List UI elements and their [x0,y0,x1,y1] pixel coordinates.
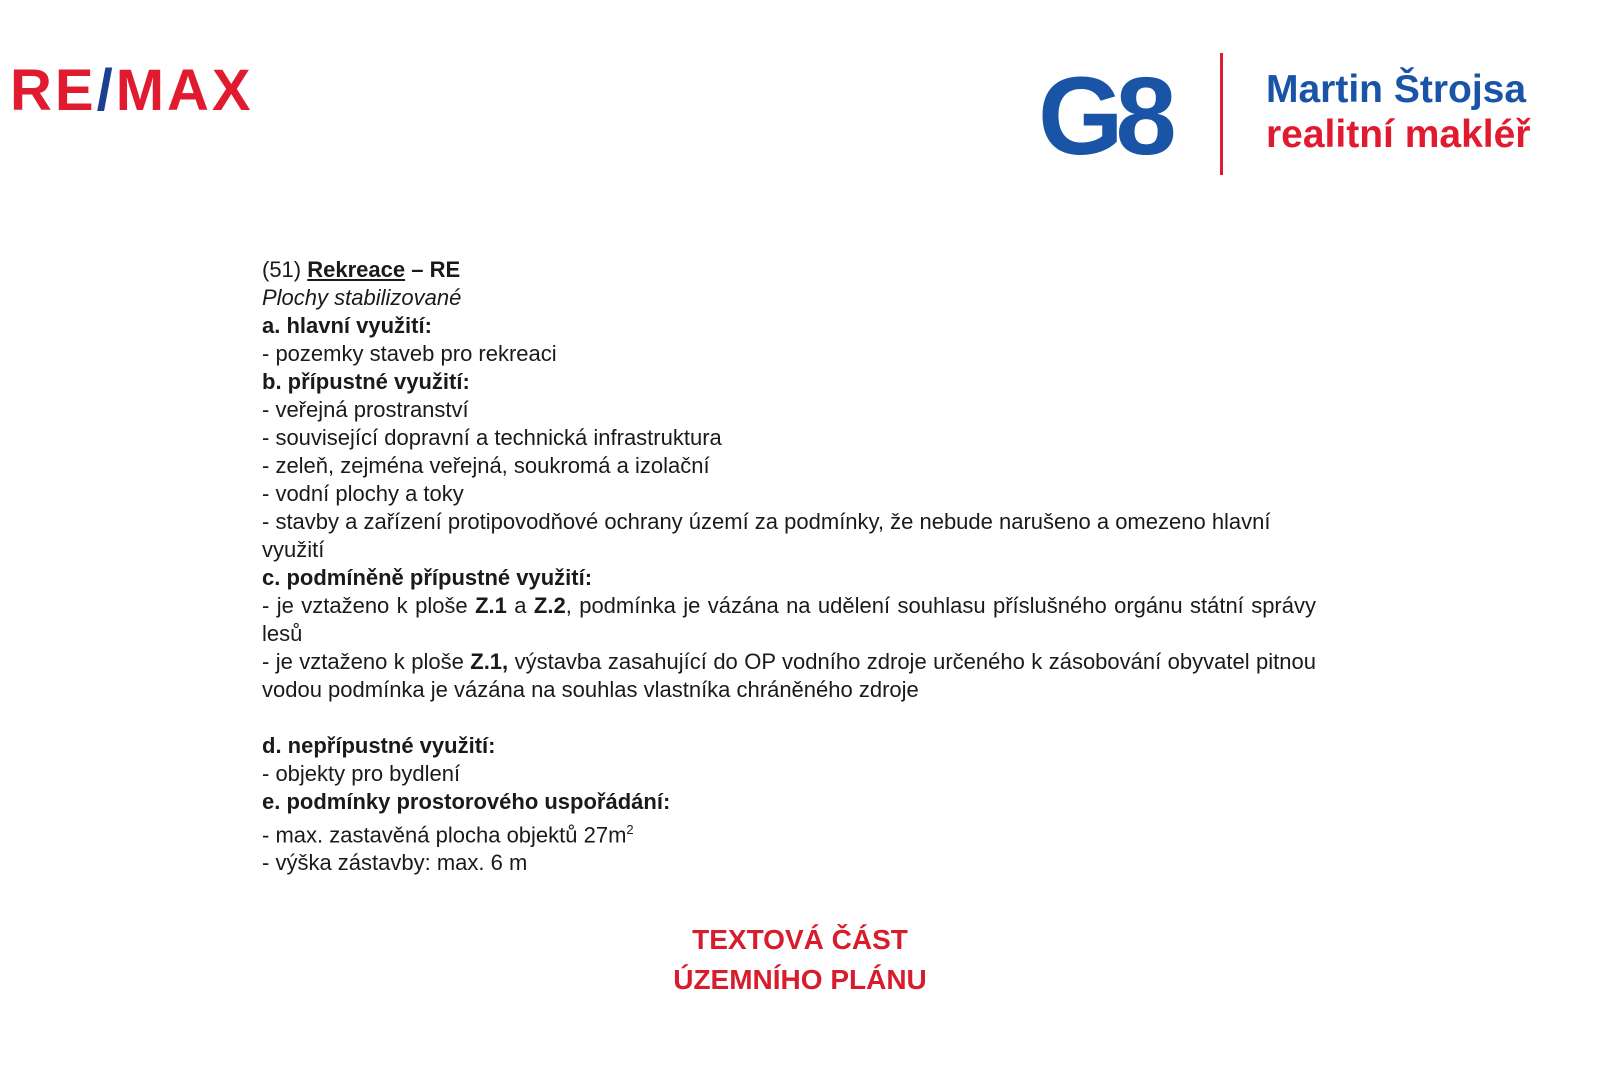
list-item-a-1: - pozemky staveb pro rekreaci [262,341,557,366]
section-subtitle: Plochy stabilizované [262,285,462,310]
heading-a: a. hlavní využití: [262,313,432,338]
c2-pre: - je vztaženo k ploše [262,649,471,674]
c2-bold-z1: Z.1, [470,649,509,674]
c1-pre: - je vztaženo k ploše [262,593,476,618]
c1-post: , podmínka je vázána na udělení souhlasu příslušného orgánu státní správy lesů [262,593,1316,646]
section-title: Rekreace [307,257,406,282]
footer-caption [0,920,1600,1000]
list-item-b-4: - vodní plochy a toky [262,481,464,506]
spacer [262,704,1316,732]
section-code: – RE [411,257,461,282]
list-item-b-3: - zeleň, zejména veřejná, soukromá a izolační [262,453,710,478]
agent-name: Martin Štrojsa [1266,68,1527,111]
c1-mid: a [506,593,534,618]
agent-role: realitní makléř [1266,112,1531,156]
e1-text: - max. zastavěná plocha objektů 27m [262,822,627,848]
footer-line-1: TEXTOVÁ ČÁST [692,924,908,955]
list-item-d-1: - objekty pro bydlení [262,761,461,786]
header-divider [1220,53,1223,175]
list-item-c-2 [262,648,1316,704]
c1-bold-z2: Z.2 [533,593,566,618]
list-item-b-2: - související dopravní a technická infrastruktura [262,425,722,450]
list-item-b-5: - stavby a zařízení protipovodňové ochrany území za podmínky, že nebude narušeno a omezeno hlavní využití [262,509,1271,562]
section-heading [262,256,1316,284]
agent-block [1266,68,1530,158]
list-item-b-1: - veřejná prostranství [262,397,469,422]
heading-b: b. přípustné využití: [262,369,470,394]
list-item-e-1 [262,816,1316,849]
c2-post: výstavba zasahující do OP vodního zdroje určeného k zásobování obyvatel pitnou vodou podmínka je vázána na souhlas vlastníka chráněného zdroje [262,649,1316,702]
footer-line-2: ÚZEMNÍHO PLÁNU [673,964,927,995]
g8-logo: G8 [1038,55,1169,178]
heading-d: d. nepřípustné využití: [262,733,496,758]
list-item-e-2: - výška zástavby: max. 6 m [262,850,528,876]
heading-c: c. podmíněně přípustné využití: [262,565,593,590]
list-item-c-1 [262,592,1316,648]
document-body [262,256,1316,877]
remax-logo-re: RE [10,58,97,123]
section-number: (51) [262,257,302,282]
heading-e: e. podmínky prostorového uspořádání: [262,789,671,814]
c1-bold-z1: Z.1 [475,593,507,618]
remax-logo [10,58,254,123]
e1-superscript: 2 [626,822,634,837]
remax-logo-slash: / [96,58,116,123]
remax-logo-max: MAX [115,58,254,123]
